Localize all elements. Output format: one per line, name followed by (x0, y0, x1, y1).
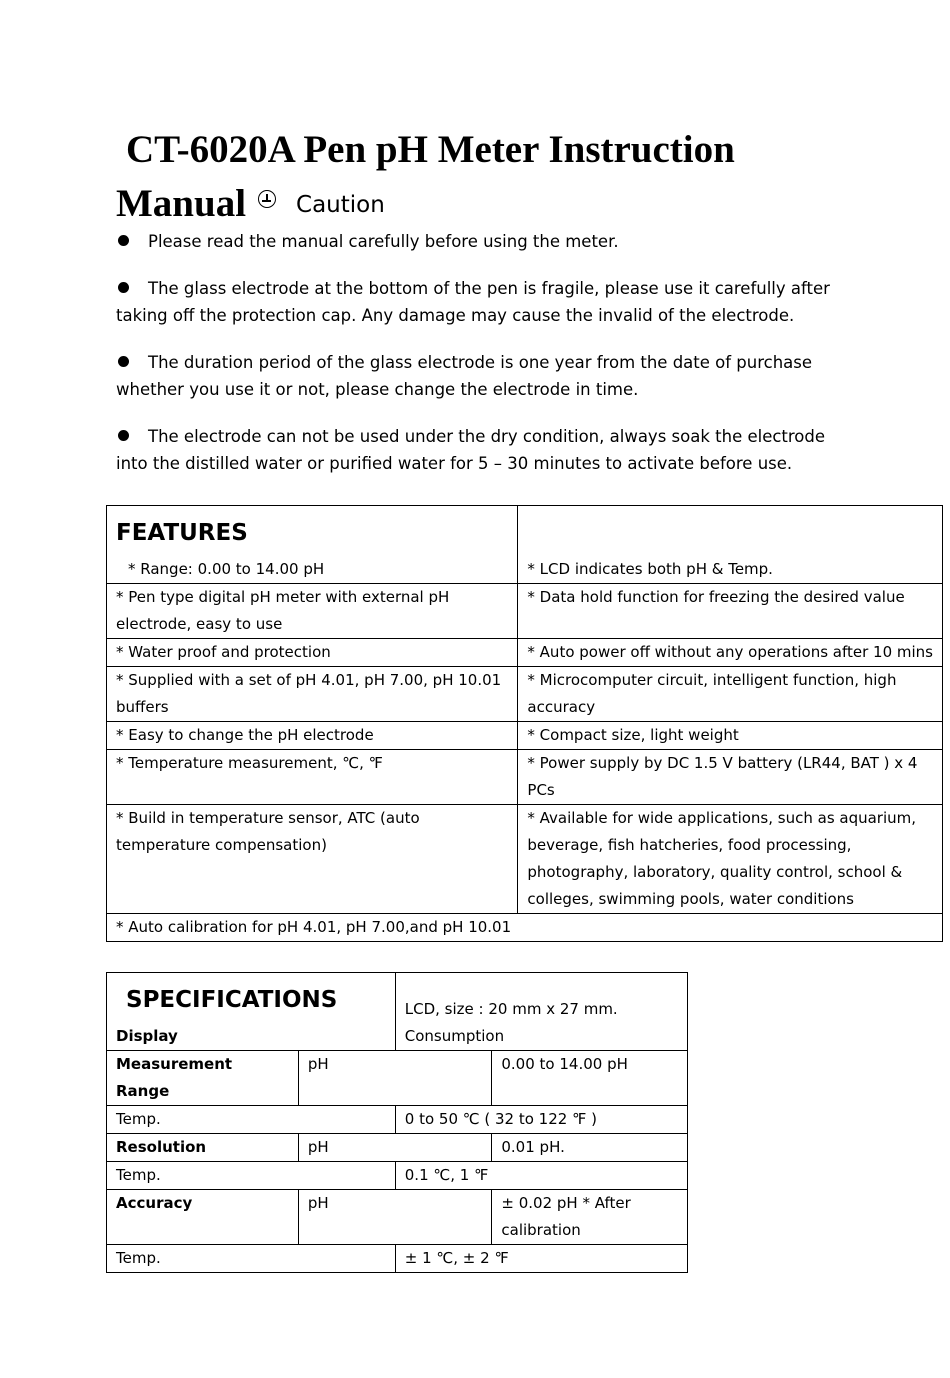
caution-item: Please read the manual carefully before using the meter. (116, 228, 856, 255)
table-row (107, 506, 943, 584)
feature-item: * Pen type digital pH meter with external pH electrode, easy to use (107, 584, 518, 639)
feature-item: * Supplied with a set of pH 4.01, pH 7.00, pH 10.01 buffers (107, 667, 518, 722)
features-table (106, 505, 943, 942)
table-row (107, 1106, 688, 1134)
spec-label: Accuracy (107, 1190, 299, 1245)
feature-item: * Water proof and protection (107, 639, 518, 667)
spec-label: Temp. (107, 1245, 396, 1273)
manual-title-line1: CT-6020A Pen pH Meter Instruction (126, 128, 735, 171)
table-row (107, 1190, 688, 1245)
table-row (107, 1134, 688, 1162)
feature-item: * Range: 0.00 to 14.00 pH (128, 560, 325, 578)
feature-item: * Auto power off without any operations after 10 mins (518, 639, 943, 667)
feature-item: * Auto calibration for pH 4.01, pH 7.00,and pH 10.01 (107, 914, 943, 942)
spec-value: ± 0.02 pH * After calibration (492, 1190, 688, 1245)
spec-label: Display (116, 1027, 178, 1045)
table-row (107, 750, 943, 805)
spec-label: Temp. (107, 1106, 396, 1134)
spec-value: 0 to 50 ℃ ( 32 to 122 ℉ ) (395, 1106, 687, 1134)
table-row (107, 1162, 688, 1190)
table-row (107, 973, 688, 1051)
table-row (107, 722, 943, 750)
caution-heading: Caution (296, 192, 385, 218)
feature-item: * LCD indicates both pH & Temp. (518, 506, 943, 584)
spec-label: Measurement Range (107, 1051, 299, 1106)
feature-item: * Data hold function for freezing the desired value (518, 584, 943, 639)
feature-item: * Temperature measurement, ℃, ℉ (107, 750, 518, 805)
spec-sublabel: pH (298, 1134, 491, 1162)
spec-value: 0.00 to 14.00 pH (492, 1051, 688, 1106)
manual-title-word: Manual (116, 182, 247, 225)
feature-item: * Compact size, light weight (518, 722, 943, 750)
bullet-icon (118, 235, 129, 246)
manual-title-line2 (116, 180, 385, 229)
bullet-icon (118, 356, 129, 367)
feature-item: * Easy to change the pH electrode (107, 722, 518, 750)
feature-item: * Power supply by DC 1.5 V battery (LR44, BAT ) x 4 PCs (518, 750, 943, 805)
table-row (107, 805, 943, 914)
caution-item: The duration period of the glass electrode is one year from the date of purchase whether you use it or not, please change the electrode in time. (116, 353, 813, 399)
bullet-icon (118, 430, 129, 441)
specifications-heading: SPECIFICATIONS (126, 987, 338, 1013)
features-heading: FEATURES (116, 520, 248, 546)
caution-symbol-icon (258, 190, 276, 208)
bullet-icon (118, 282, 129, 293)
spec-sublabel: pH (298, 1190, 491, 1245)
feature-item: * Build in temperature sensor, ATC (auto temperature compensation) (107, 805, 518, 914)
spec-label: Temp. (107, 1162, 396, 1190)
caution-item: The electrode can not be used under the dry condition, always soak the electrode into the distilled water or purified water for 5 – 30 minutes to activate before use. (116, 427, 826, 473)
feature-item: * Microcomputer circuit, intelligent function, high accuracy (518, 667, 943, 722)
caution-list (116, 228, 856, 497)
spec-value: ± 1 ℃, ± 2 ℉ (395, 1245, 687, 1273)
table-row (107, 639, 943, 667)
spec-value: 0.01 pH. (492, 1134, 688, 1162)
spec-value: LCD, size : 20 mm x 27 mm. Consumption (395, 973, 687, 1051)
table-row (107, 584, 943, 639)
spec-value: 0.1 ℃, 1 ℉ (395, 1162, 687, 1190)
feature-item: * Available for wide applications, such as aquarium, beverage, fish hatcheries, food processing, photography, laboratory, quality control, school & colleges, swimming pools, water conditions (518, 805, 943, 914)
spec-label: Resolution (107, 1134, 299, 1162)
table-row (107, 667, 943, 722)
table-row (107, 1051, 688, 1106)
spec-sublabel: pH (298, 1051, 491, 1106)
caution-item: The glass electrode at the bottom of the pen is fragile, please use it carefully after taking off the protection cap. Any damage may cause the invalid of the electrode. (116, 279, 830, 325)
table-row (107, 914, 943, 942)
specifications-table (106, 972, 688, 1273)
table-row (107, 1245, 688, 1273)
